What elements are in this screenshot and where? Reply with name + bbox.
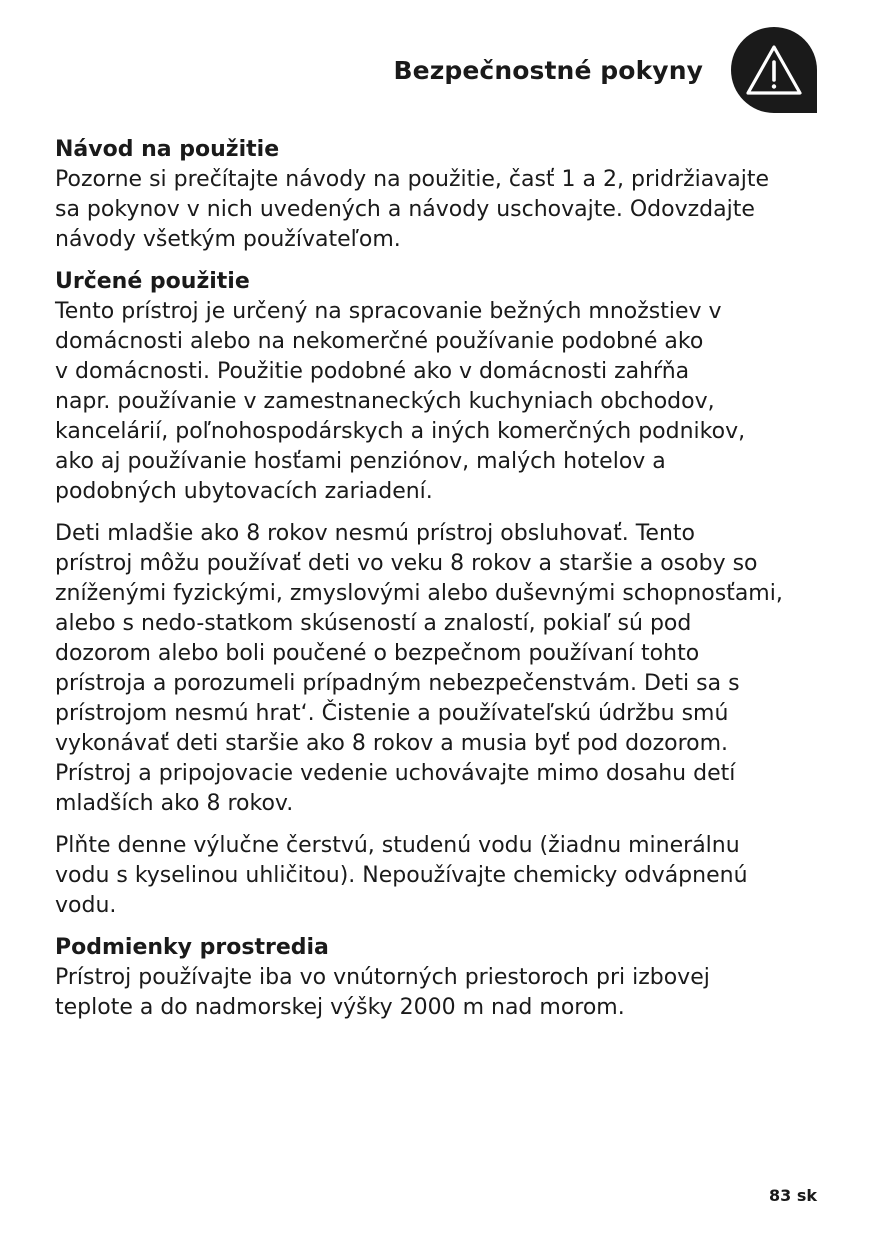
paragraph: Prístroj používajte iba vo vnútorných priestoroch pri izbovej teplote a do nadmorskej výšky 2000 m nad morom. [55,965,710,1020]
section-environment [55,933,827,1023]
section-intended-use [55,267,827,921]
paragraph: Tento prístroj je určený na spracovanie bežných množstiev v domácnosti alebo na nekomerčné používanie podobné ako v domácnosti. Použitie podobné ako v domácnosti zahŕňa napr. používanie v zamestnaneckých kuchyniach obchodov, kancelárií, poľnohospodárskych a iných komerčných podnikov, ako aj používanie hosťami penziónov, malých hotelov a podobných ubytovacích zariadení. [55,299,746,504]
page-title: Bezpečnostné pokyny [393,55,703,85]
paragraph: Pozorne si prečítajte návody na použitie, časť 1 a 2, pridržiavajte sa pokynov v nich uvedených a návody uschovajte. Odovzdajte návody všetkým používateľom. [55,167,770,252]
section-heading: Určené použitie [55,269,250,294]
document-body [55,135,827,1035]
paragraph: Plňte denne výlučne čerstvú, studenú vodu (žiadnu minerálnu vodu s kyselinou uhličitou). Nepoužívajte chemicky odvápnenú vodu. [55,833,748,918]
section-heading: Návod na použitie [55,137,280,162]
paragraph: Deti mladšie ako 8 rokov nesmú prístroj obsluhovať. Tento prístroj môžu používať deti vo veku 8 rokov a staršie a osoby so zníženými fyzickými, zmyslovými alebo duševnými schopnosťami, alebo s nedo-statkom skúseností a znalostí, pokiaľ sú pod dozorom alebo boli poučené o bezpečnom používaní tohto prístroja a porozumeli prípadným nebezpečenstvám. Deti sa s prístrojom nesmú hrat‘. Čistenie a používateľskú údržbu smú vykonávať deti staršie ako 8 rokov a musia byť pod dozorom. Prístroj a pripojovacie vedenie uchovávajte mimo dosahu detí mladších ako 8 rokov. [55,521,783,816]
page-number: 83 sk [769,1186,817,1205]
section-heading: Podmienky prostredia [55,935,329,960]
warning-badge [731,27,817,113]
page-header [394,27,817,113]
warning-triangle-icon [744,43,804,97]
section-instructions [55,135,827,255]
